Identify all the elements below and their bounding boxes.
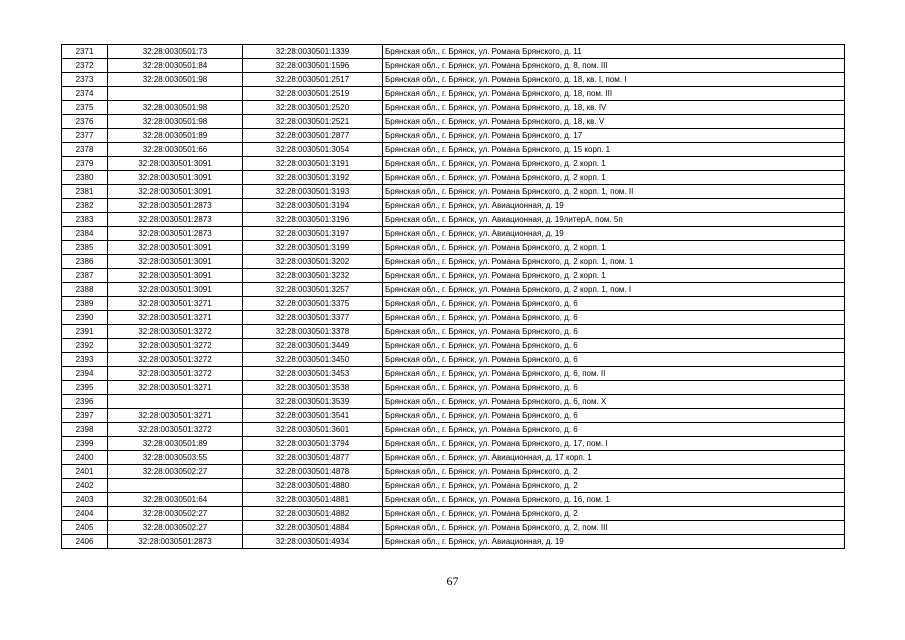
old-cadastral-number-cell: 32:28:0030501:3091 [108, 241, 243, 255]
old-cadastral-number-cell: 32:28:0030501:66 [108, 143, 243, 157]
old-cadastral-number-cell: 32:28:0030501:3091 [108, 255, 243, 269]
table-row [62, 73, 845, 87]
address-cell: Брянская обл., г. Брянск, ул. Романа Брянского, д. 6 [383, 311, 845, 325]
row-number-cell: 2396 [62, 395, 108, 409]
address-cell: Брянская обл., г. Брянск, ул. Романа Брянского, д. 11 [383, 45, 845, 59]
row-number-cell: 2394 [62, 367, 108, 381]
old-cadastral-number-cell: 32:28:0030501:3272 [108, 353, 243, 367]
address-cell: Брянская обл., г. Брянск, ул. Романа Брянского, д. 2 [383, 479, 845, 493]
table-row [62, 479, 845, 493]
row-number-cell: 2380 [62, 171, 108, 185]
address-cell: Брянская обл., г. Брянск, ул. Романа Брянского, д. 17 [383, 129, 845, 143]
new-cadastral-number-cell: 32:28:0030501:4884 [243, 521, 383, 535]
table-row [62, 45, 845, 59]
old-cadastral-number-cell: 32:28:0030501:98 [108, 101, 243, 115]
row-number-cell: 2388 [62, 283, 108, 297]
row-number-cell: 2404 [62, 507, 108, 521]
new-cadastral-number-cell: 32:28:0030501:4880 [243, 479, 383, 493]
table-row [62, 87, 845, 101]
new-cadastral-number-cell: 32:28:0030501:3378 [243, 325, 383, 339]
old-cadastral-number-cell: 32:28:0030501:73 [108, 45, 243, 59]
table-body [62, 45, 845, 549]
new-cadastral-number-cell: 32:28:0030501:3377 [243, 311, 383, 325]
table-row [62, 255, 845, 269]
address-cell: Брянская обл., г. Брянск, ул. Романа Брянского, д. 17, пом. I [383, 437, 845, 451]
table-row [62, 283, 845, 297]
row-number-cell: 2403 [62, 493, 108, 507]
table-row [62, 395, 845, 409]
table-row [62, 101, 845, 115]
row-number-cell: 2377 [62, 129, 108, 143]
table-row [62, 227, 845, 241]
table-row [62, 269, 845, 283]
old-cadastral-number-cell: 32:28:0030501:3272 [108, 339, 243, 353]
old-cadastral-number-cell: 32:28:0030501:3271 [108, 297, 243, 311]
address-cell: Брянская обл., г. Брянск, ул. Романа Брянского, д. 2 корп. 1 [383, 157, 845, 171]
old-cadastral-number-cell: 32:28:0030501:89 [108, 437, 243, 451]
new-cadastral-number-cell: 32:28:0030501:3453 [243, 367, 383, 381]
row-number-cell: 2405 [62, 521, 108, 535]
old-cadastral-number-cell [108, 479, 243, 493]
new-cadastral-number-cell: 32:28:0030501:3054 [243, 143, 383, 157]
row-number-cell: 2390 [62, 311, 108, 325]
table-row [62, 199, 845, 213]
new-cadastral-number-cell: 32:28:0030501:3194 [243, 199, 383, 213]
table-row [62, 353, 845, 367]
row-number-cell: 2391 [62, 325, 108, 339]
address-cell: Брянская обл., г. Брянск, ул. Романа Брянского, д. 2 [383, 507, 845, 521]
address-cell: Брянская обл., г. Брянск, ул. Романа Брянского, д. 2 корп. 1 [383, 241, 845, 255]
old-cadastral-number-cell: 32:28:0030501:64 [108, 493, 243, 507]
old-cadastral-number-cell: 32:28:0030501:3091 [108, 157, 243, 171]
table-row [62, 325, 845, 339]
row-number-cell: 2376 [62, 115, 108, 129]
table-row [62, 381, 845, 395]
new-cadastral-number-cell: 32:28:0030501:2520 [243, 101, 383, 115]
table-row [62, 423, 845, 437]
table-row [62, 143, 845, 157]
table-row [62, 115, 845, 129]
table-row [62, 297, 845, 311]
table-row [62, 171, 845, 185]
address-cell: Брянская обл., г. Брянск, ул. Романа Брянского, д. 6 [383, 423, 845, 437]
new-cadastral-number-cell: 32:28:0030501:2517 [243, 73, 383, 87]
row-number-cell: 2402 [62, 479, 108, 493]
row-number-cell: 2375 [62, 101, 108, 115]
new-cadastral-number-cell: 32:28:0030501:4882 [243, 507, 383, 521]
row-number-cell: 2383 [62, 213, 108, 227]
table-row [62, 213, 845, 227]
page-number: 67 [446, 574, 459, 588]
row-number-cell: 2373 [62, 73, 108, 87]
old-cadastral-number-cell [108, 395, 243, 409]
new-cadastral-number-cell: 32:28:0030501:3541 [243, 409, 383, 423]
address-cell: Брянская обл., г. Брянск, ул. Романа Брянского, д. 6 [383, 339, 845, 353]
address-cell: Брянская обл., г. Брянск, ул. Романа Брянского, д. 6 [383, 325, 845, 339]
address-cell: Брянская обл., г. Брянск, ул. Романа Брянского, д. 2 [383, 465, 845, 479]
new-cadastral-number-cell: 32:28:0030501:3794 [243, 437, 383, 451]
old-cadastral-number-cell: 32:28:0030501:3271 [108, 311, 243, 325]
address-cell: Брянская обл., г. Брянск, ул. Романа Брянского, д. 15 корп. 1 [383, 143, 845, 157]
old-cadastral-number-cell: 32:28:0030501:3091 [108, 269, 243, 283]
table-row [62, 339, 845, 353]
row-number-cell: 2374 [62, 87, 108, 101]
row-number-cell: 2372 [62, 59, 108, 73]
row-number-cell: 2397 [62, 409, 108, 423]
new-cadastral-number-cell: 32:28:0030501:4934 [243, 535, 383, 549]
new-cadastral-number-cell: 32:28:0030501:3539 [243, 395, 383, 409]
address-cell: Брянская обл., г. Брянск, ул. Романа Брянского, д. 2 корп. 1, пом. II [383, 185, 845, 199]
new-cadastral-number-cell: 32:28:0030501:3192 [243, 171, 383, 185]
new-cadastral-number-cell: 32:28:0030501:4878 [243, 465, 383, 479]
new-cadastral-number-cell: 32:28:0030501:3193 [243, 185, 383, 199]
table-row [62, 157, 845, 171]
new-cadastral-number-cell: 32:28:0030501:2877 [243, 129, 383, 143]
new-cadastral-number-cell: 32:28:0030501:3601 [243, 423, 383, 437]
address-cell: Брянская обл., г. Брянск, ул. Романа Брянского, д. 2 корп. 1 [383, 269, 845, 283]
old-cadastral-number-cell: 32:28:0030501:3272 [108, 325, 243, 339]
address-cell: Брянская обл., г. Брянск, ул. Романа Брянского, д. 2 корп. 1, пом. 1 [383, 255, 845, 269]
address-cell: Брянская обл., г. Брянск, ул. Романа Брянского, д. 16, пом. 1 [383, 493, 845, 507]
row-number-cell: 2381 [62, 185, 108, 199]
new-cadastral-number-cell: 32:28:0030501:3197 [243, 227, 383, 241]
address-cell: Брянская обл., г. Брянск, ул. Романа Брянского, д. 6 [383, 297, 845, 311]
old-cadastral-number-cell: 32:28:0030501:3271 [108, 409, 243, 423]
row-number-cell: 2400 [62, 451, 108, 465]
address-cell: Брянская обл., г. Брянск, ул. Романа Брянского, д. 2 корп. 1, пом. I [383, 283, 845, 297]
address-cell: Брянская обл., г. Брянск, ул. Романа Брянского, д. 6 [383, 353, 845, 367]
row-number-cell: 2378 [62, 143, 108, 157]
new-cadastral-number-cell: 32:28:0030501:2521 [243, 115, 383, 129]
old-cadastral-number-cell: 32:28:0030502:27 [108, 521, 243, 535]
address-cell: Брянская обл., г. Брянск, ул. Романа Брянского, д. 18, кв. IV [383, 101, 845, 115]
old-cadastral-number-cell: 32:28:0030501:2873 [108, 213, 243, 227]
row-number-cell: 2399 [62, 437, 108, 451]
address-cell: Брянская обл., г. Брянск, ул. Романа Брянского, д. 18, кв. I, пом. I [383, 73, 845, 87]
row-number-cell: 2386 [62, 255, 108, 269]
address-cell: Брянская обл., г. Брянск, ул. Романа Брянского, д. 6 [383, 409, 845, 423]
new-cadastral-number-cell: 32:28:0030501:3257 [243, 283, 383, 297]
table-row [62, 437, 845, 451]
table-row [62, 493, 845, 507]
row-number-cell: 2384 [62, 227, 108, 241]
new-cadastral-number-cell: 32:28:0030501:4881 [243, 493, 383, 507]
table-row [62, 521, 845, 535]
table-row [62, 451, 845, 465]
new-cadastral-number-cell: 32:28:0030501:3196 [243, 213, 383, 227]
address-cell: Брянская обл., г. Брянск, ул. Романа Брянского, д. 6 [383, 381, 845, 395]
old-cadastral-number-cell: 32:28:0030502:27 [108, 507, 243, 521]
new-cadastral-number-cell: 32:28:0030501:3375 [243, 297, 383, 311]
address-cell: Брянская обл., г. Брянск, ул. Романа Брянского, д. 2 корп. 1 [383, 171, 845, 185]
table-row [62, 311, 845, 325]
address-cell: Брянская обл., г. Брянск, ул. Романа Брянского, д. 2, пом. III [383, 521, 845, 535]
old-cadastral-number-cell: 32:28:0030502:27 [108, 465, 243, 479]
row-number-cell: 2379 [62, 157, 108, 171]
address-cell: Брянская обл., г. Брянск, ул. Авиационная, д. 19литерA, пом. 5п [383, 213, 845, 227]
old-cadastral-number-cell: 32:28:0030501:3091 [108, 185, 243, 199]
old-cadastral-number-cell: 32:28:0030503:55 [108, 451, 243, 465]
address-cell: Брянская обл., г. Брянск, ул. Авиационная, д. 19 [383, 535, 845, 549]
row-number-cell: 2395 [62, 381, 108, 395]
old-cadastral-number-cell: 32:28:0030501:84 [108, 59, 243, 73]
row-number-cell: 2382 [62, 199, 108, 213]
old-cadastral-number-cell [108, 87, 243, 101]
row-number-cell: 2392 [62, 339, 108, 353]
new-cadastral-number-cell: 32:28:0030501:3449 [243, 339, 383, 353]
old-cadastral-number-cell: 32:28:0030501:3091 [108, 171, 243, 185]
new-cadastral-number-cell: 32:28:0030501:3199 [243, 241, 383, 255]
new-cadastral-number-cell: 32:28:0030501:2519 [243, 87, 383, 101]
old-cadastral-number-cell: 32:28:0030501:3091 [108, 283, 243, 297]
new-cadastral-number-cell: 32:28:0030501:1596 [243, 59, 383, 73]
old-cadastral-number-cell: 32:28:0030501:98 [108, 73, 243, 87]
row-number-cell: 2389 [62, 297, 108, 311]
address-cell: Брянская обл., г. Брянск, ул. Авиационная, д. 19 [383, 227, 845, 241]
table-row [62, 367, 845, 381]
old-cadastral-number-cell: 32:28:0030501:3272 [108, 367, 243, 381]
address-cell: Брянская обл., г. Брянск, ул. Авиационная, д. 19 [383, 199, 845, 213]
new-cadastral-number-cell: 32:28:0030501:3450 [243, 353, 383, 367]
row-number-cell: 2401 [62, 465, 108, 479]
new-cadastral-number-cell: 32:28:0030501:3202 [243, 255, 383, 269]
new-cadastral-number-cell: 32:28:0030501:3191 [243, 157, 383, 171]
address-cell: Брянская обл., г. Брянск, ул. Романа Брянского, д. 6, пом. X [383, 395, 845, 409]
cadastral-table [61, 44, 845, 549]
row-number-cell: 2371 [62, 45, 108, 59]
row-number-cell: 2398 [62, 423, 108, 437]
new-cadastral-number-cell: 32:28:0030501:3232 [243, 269, 383, 283]
table-row [62, 409, 845, 423]
old-cadastral-number-cell: 32:28:0030501:3272 [108, 423, 243, 437]
new-cadastral-number-cell: 32:28:0030501:1339 [243, 45, 383, 59]
old-cadastral-number-cell: 32:28:0030501:2873 [108, 227, 243, 241]
address-cell: Брянская обл., г. Брянск, ул. Романа Брянского, д. 8, пом. III [383, 59, 845, 73]
new-cadastral-number-cell: 32:28:0030501:4877 [243, 451, 383, 465]
old-cadastral-number-cell: 32:28:0030501:3271 [108, 381, 243, 395]
old-cadastral-number-cell: 32:28:0030501:2873 [108, 199, 243, 213]
table-row [62, 535, 845, 549]
row-number-cell: 2387 [62, 269, 108, 283]
row-number-cell: 2406 [62, 535, 108, 549]
old-cadastral-number-cell: 32:28:0030501:89 [108, 129, 243, 143]
new-cadastral-number-cell: 32:28:0030501:3538 [243, 381, 383, 395]
row-number-cell: 2385 [62, 241, 108, 255]
address-cell: Брянская обл., г. Брянск, ул. Романа Брянского, д. 18, кв. V [383, 115, 845, 129]
table-row [62, 241, 845, 255]
old-cadastral-number-cell: 32:28:0030501:98 [108, 115, 243, 129]
table-row [62, 185, 845, 199]
table-row [62, 129, 845, 143]
address-cell: Брянская обл., г. Брянск, ул. Авиационная, д. 17 корп. 1 [383, 451, 845, 465]
table-row [62, 59, 845, 73]
old-cadastral-number-cell: 32:28:0030501:2873 [108, 535, 243, 549]
table-row [62, 507, 845, 521]
table-row [62, 465, 845, 479]
address-cell: Брянская обл., г. Брянск, ул. Романа Брянского, д. 18, пом. III [383, 87, 845, 101]
row-number-cell: 2393 [62, 353, 108, 367]
address-cell: Брянская обл., г. Брянск, ул. Романа Брянского, д. 6, пом. II [383, 367, 845, 381]
